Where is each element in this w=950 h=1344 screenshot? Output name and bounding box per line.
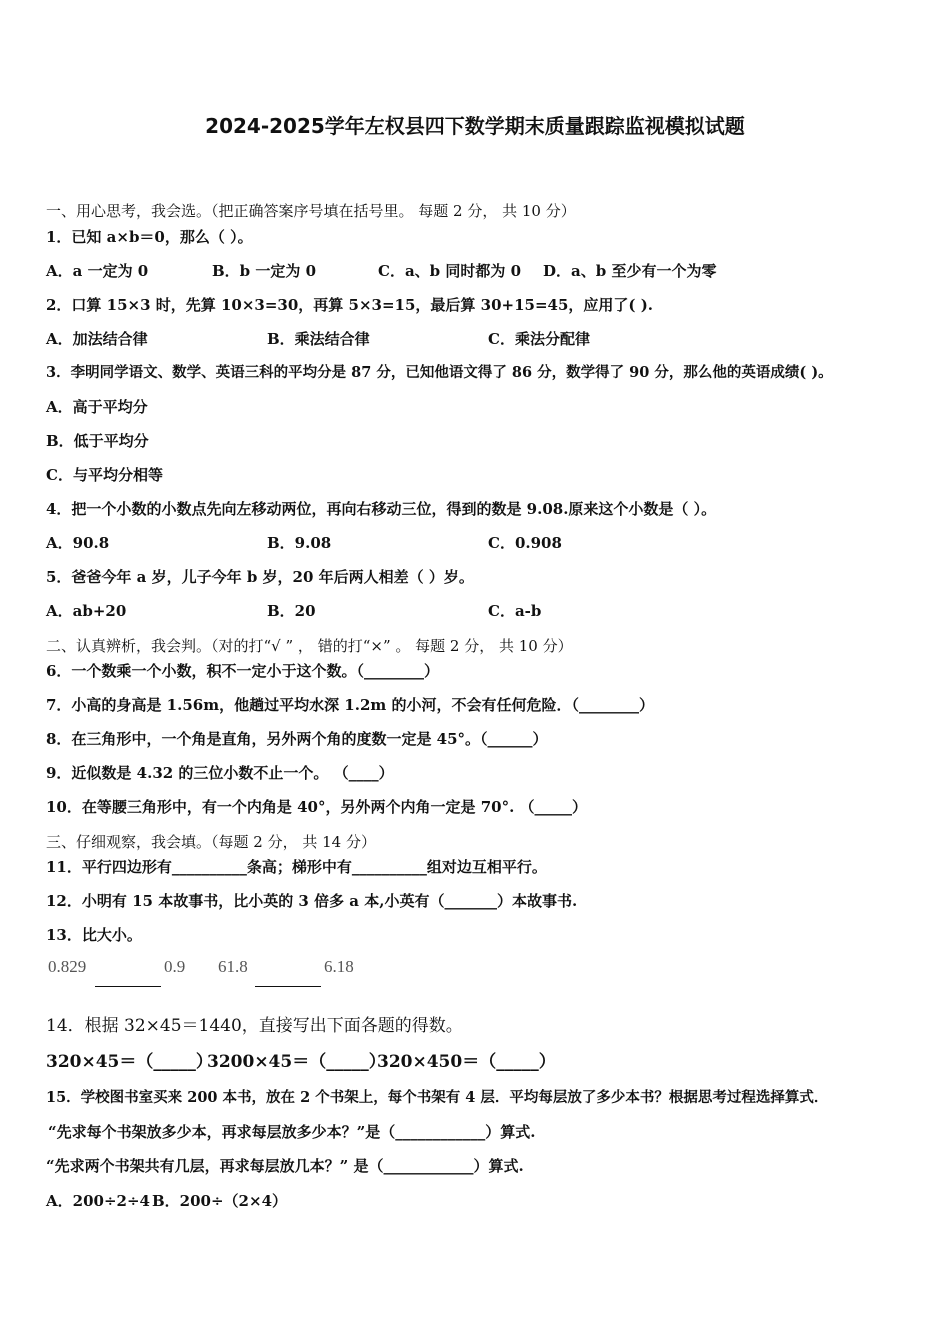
question-2: 2．口算 15×3 时，先算 10×3=30，再算 5×3=15，最后算 30+15=45，应用了( ). — [46, 296, 654, 314]
q5-option-b: B．20 — [267, 602, 316, 620]
question-13: 13．比大小。 — [46, 926, 142, 944]
q14-item-a: 320×45＝（_____） — [46, 1052, 213, 1072]
section-1-heading: 一、用心思考，我会选。（把正确答案序号填在括号里。 每题 2 分， 共 10 分） — [46, 202, 576, 220]
q15-line-1: “先求每个书架放多少本，再求每层放多少本？”是（____________）算式. — [48, 1123, 536, 1141]
q15-line-2: “先求两个书架共有几层，再求每层放几本？” 是（____________）算式. — [46, 1157, 524, 1175]
compare-number-3: 61.8 — [218, 957, 248, 976]
q1-option-a: A．a 一定为 0 — [46, 262, 149, 280]
question-15: 15．学校图书室买来 200 本书，放在 2 个书架上，每个书架有 4 层．平均每层放了多少本书？根据思考过程选择算式． — [46, 1089, 829, 1106]
question-5: 5．爸爸今年 a 岁，儿子今年 b 岁，20 年后两人相差（ ）岁。 — [46, 568, 474, 586]
question-11: 11．平行四边形有__________条高；梯形中有__________组对边互相平行。 — [46, 858, 547, 876]
q2-option-b: B．乘法结合律 — [267, 330, 370, 348]
question-10: 10．在等腰三角形中，有一个内角是 40°，另外两个内角一定是 70°. （_____） — [46, 798, 588, 816]
q2-option-a: A．加法结合律 — [46, 330, 148, 348]
question-4: 4．把一个小数的小数点先向左移动两位，再向右移动三位，得到的数是 9.08.原来这个小数是（ ）。 — [46, 500, 717, 518]
q2-option-c: C．乘法分配律 — [488, 330, 590, 348]
q5-option-c: C．a-b — [488, 602, 542, 620]
q4-option-b: B．9.08 — [267, 534, 332, 552]
q15-option-b: B．200÷（2×4） — [152, 1192, 288, 1210]
question-7: 7．小高的身高是 1.56m，他趟过平均水深 1.2m 的小河，不会有任何危险．（________） — [46, 696, 654, 714]
question-1: 1．已知 a×b＝0，那么（ ）。 — [46, 228, 253, 246]
compare-number-4: 6.18 — [324, 957, 354, 976]
q3-option-b: B．低于平均分 — [46, 432, 149, 450]
question-12: 12．小明有 15 本故事书，比小英的 3 倍多 a 本,小英有（_______）本故事书. — [46, 892, 578, 910]
compare-number-1: 0.829 — [48, 957, 87, 976]
compare-blank-2 — [255, 986, 321, 987]
question-14: 14．根据 32×45＝1440，直接写出下面各题的得数。 — [46, 1016, 463, 1036]
question-6: 6．一个数乘一个小数，积不一定小于这个数。（________） — [46, 662, 439, 680]
compare-blank-1 — [95, 986, 161, 987]
section-2-heading: 二、认真辨析，我会判。（对的打“√ ” ， 错的打“×” 。 每题 2 分， 共 10 分） — [46, 637, 573, 655]
q1-option-b: B．b 一定为 0 — [212, 262, 317, 280]
q14-item-b: 3200×45＝（_____） — [207, 1052, 386, 1072]
question-9: 9．近似数是 4.32 的三位小数不止一个。 （____） — [46, 764, 394, 782]
section-3-heading: 三、仔细观察，我会填。（每题 2 分， 共 14 分） — [46, 833, 376, 851]
page-title: 2024-2025学年左权县四下数学期末质量跟踪监视模拟试题 — [205, 114, 745, 138]
q4-option-a: A．90.8 — [46, 534, 110, 552]
question-3: 3．李明同学语文、数学、英语三科的平均分是 87 分，已知他语文得了 86 分，数学得了 90 分，那么他的英语成绩( )。 — [46, 364, 833, 381]
q14-item-c: 320×450＝（_____） — [377, 1052, 556, 1072]
q1-option-d: D．a、b 至少有一个为零 — [543, 262, 717, 280]
q5-option-a: A．ab+20 — [46, 602, 127, 620]
q4-option-c: C．0.908 — [488, 534, 562, 552]
q3-option-a: A．高于平均分 — [46, 398, 148, 416]
q15-option-a: A．200÷2÷4 — [46, 1192, 150, 1210]
q1-option-c: C．a、b 同时都为 0 — [378, 262, 522, 280]
question-8: 8．在三角形中，一个角是直角，另外两个角的度数一定是 45°。（______） — [46, 730, 548, 748]
q3-option-c: C．与平均分相等 — [46, 466, 163, 484]
compare-number-2: 0.9 — [164, 957, 186, 976]
